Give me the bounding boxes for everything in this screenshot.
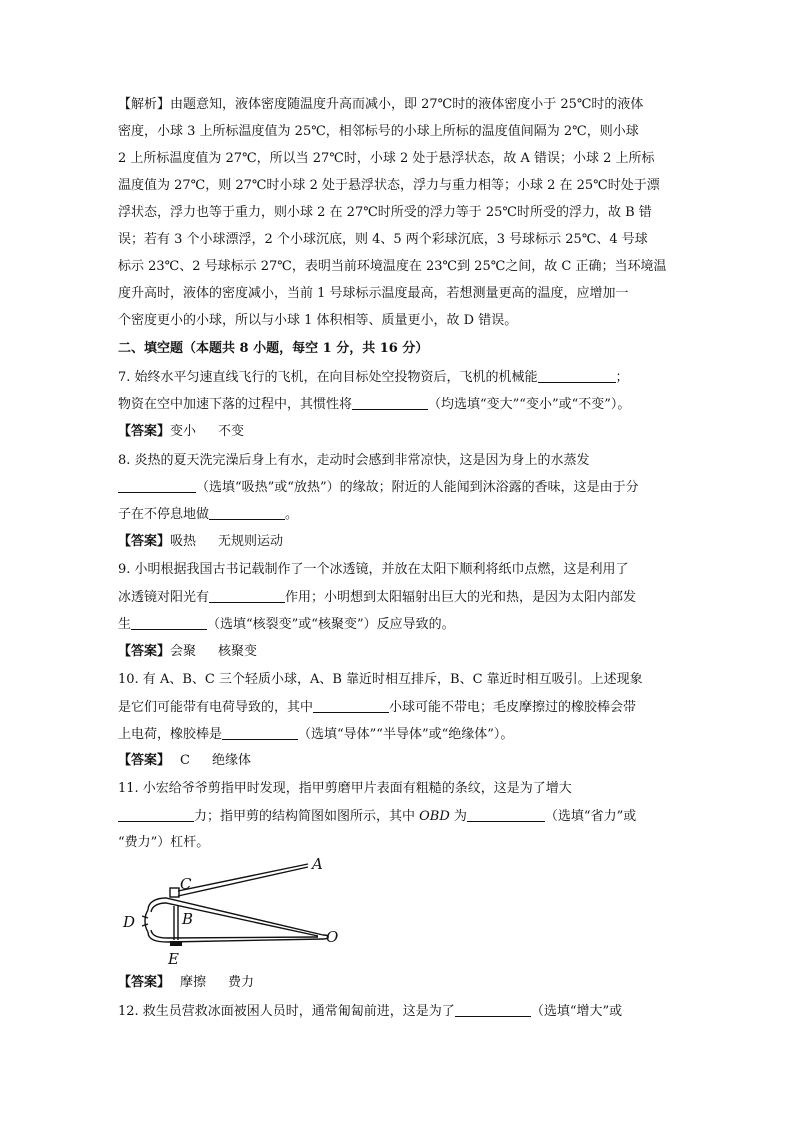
q10-answer-label: 【答案】 [118,753,171,768]
q9-text-3b: （选填“核裂变”或“核聚变”）反应导致的。 [207,617,455,632]
label-o: O [326,928,339,946]
q9-blank-1 [209,588,285,603]
analysis-line-7: 标示 23℃、2 号球标示 27℃，表明当前环境温度在 23℃到 25℃之间，故 C 正确；当环境温 [118,259,667,274]
nail-clipper-svg [118,856,348,966]
analysis-line-6: 误；若有 3 个小球漂浮，2 个小球沉底，则 4、5 两个彩球沉底，3 号球标示 25℃、4 号球 [118,232,648,247]
analysis-line-4: 温度值为 27℃，则 27℃时小球 2 处于悬浮状态，浮力与重力相等；小球 2 在 25℃时处于漂 [118,178,660,193]
analysis-line-2: 密度，小球 3 上所标温度值为 25℃，相邻标号的小球上所标的温度值间隔为 2℃，则小球 [118,124,639,139]
q8-answer-1: 吸热 [170,534,197,549]
q11-text-2d: 为 [449,809,467,824]
q7-answer-2: 不变 [218,424,245,439]
label-c: C [180,875,192,893]
q12-line-1 [118,1002,622,1021]
q7-text-2b: （均选填“变大”“变小”或“不变”）。 [428,397,631,412]
q9-line-1: 9. 小明根据我国古书记载制作了一个冰透镜，并放在太阳下顺利将纸巾点燃，这是利用了 [118,562,629,577]
q8-answer-label: 【答案】 [118,534,171,549]
q8-blank-1 [118,478,196,493]
q8-blank-2 [209,505,285,520]
analysis-line-3: 2 上所标温度值为 27℃，所以当 27℃时，小球 2 处于悬浮状态，故 A 错误；小球 2 上所标 [118,151,655,166]
q12-text-1a: 12. 救生员营救冰面被困人员时，通常匍匐前进，这是为了 [118,1004,455,1019]
q11-blank-2 [467,807,545,822]
q7-answer-1: 变小 [170,424,197,439]
q7-text-2a: 物资在空中加速下落的过程中，其惯性将 [118,397,353,412]
q11-text-2e: （选填“省力”或 [544,809,637,824]
q10-blank-1 [313,698,389,713]
q7-answer [118,423,244,441]
q10-text-3a: 上电荷，橡胶棒是 [118,727,223,742]
q10-answer-2: 绝缘体 [211,753,251,768]
q11-text-2b: 力；指甲剪的结构简图如图所示，其中 [194,809,420,824]
q10-text-2b: 小球可能不带电；毛皮摩擦过的橡胶棒会带 [389,700,637,715]
q10-text-2a: 是它们可能带有电荷导致的，其中 [118,700,314,715]
q8-line-3 [118,505,298,524]
q11-text-obd: OBD [419,809,450,824]
q8-answer [118,533,283,551]
label-b: B [182,910,194,928]
q8-answer-2: 无规则运动 [218,534,284,549]
q9-line-3 [118,615,455,634]
label-e: E [168,950,179,966]
q11-answer-2: 费力 [228,975,255,990]
q10-text-3b: （选填“导体”“半导体”或“绝缘体”）。 [298,727,514,742]
q10-answer [118,752,251,770]
q7-text-1a: 7. 始终水平匀速直线飞行的飞机，在向目标处空投物资后，飞机的机械能 [118,370,538,385]
q11-answer [118,974,254,992]
analysis-line-5: 浮状态，浮力也等于重力，则小球 2 在 27℃时所受的浮力等于 25℃时所受的浮力，故 B 错 [118,205,652,220]
q7-blank-1 [538,368,616,383]
q7-blank-2 [352,395,428,410]
analysis-line-1: 【解析】由题意知，液体密度随温度升高而减小，即 27℃时的液体密度小于 25℃时的液体 [118,97,644,112]
q9-answer-label: 【答案】 [118,644,171,659]
q12-text-1b: （选填“增大”或 [530,1004,623,1019]
q9-line-2 [118,588,636,607]
q8-line-2 [118,478,639,497]
label-d: D [123,913,136,931]
q11-answer-label: 【答案】 [118,975,171,990]
q12-blank-1 [455,1002,531,1017]
analysis-line-8: 度升高时，液体的密度减小，当前 1 号球标示温度最高，若想测量更高的温度，应增加一 [118,286,629,301]
nail-clipper-diagram [118,856,348,966]
q9-text-2a: 冰透镜对阳光有 [118,590,210,605]
q11-answer-1: 摩擦 [180,975,207,990]
q8-line-1: 8. 炎热的夏天洗完澡后身上有水，走动时会感到非常凉快，这是因为身上的水蒸发 [118,453,590,468]
q7-line-1 [118,368,629,387]
q10-line-3 [118,725,513,744]
q9-text-3a: 生 [118,617,132,632]
q11-line-1: 11. 小宏给爷爷剪指甲时发现，指甲剪磨甲片表面有粗糙的条纹，这是为了增大 [118,781,572,796]
q9-answer-1: 会聚 [170,644,197,659]
label-a: A [312,856,323,873]
q10-blank-2 [222,725,298,740]
section-title: 二、填空题（本题共 8 小题，每空 1 分，共 16 分） [118,341,429,356]
q11-line-3: “费力”）杠杆。 [118,835,210,850]
q7-answer-label: 【答案】 [118,424,171,439]
q8-text-3a: 子在不停息地做 [118,507,210,522]
q11-blank-1 [118,807,194,822]
q11-line-2 [118,807,636,826]
pin-e-block [170,941,182,946]
q7-text-1b: ； [615,370,629,385]
q7-line-2 [118,395,630,414]
q9-answer [118,643,257,661]
q9-answer-2: 核聚变 [218,644,258,659]
q8-text-3b: 。 [285,507,299,522]
q10-line-2 [118,698,636,717]
q9-text-2b: 作用；小明想到太阳辐射出巨大的光和热，是因为太阳内部发 [285,590,637,605]
analysis-line-9: 个密度更小的小球，所以与小球 1 体积相等、质量更小，故 D 错误。 [118,313,518,328]
q8-text-2b: （选填“吸热”或“放热”）的缘故；附近的人能闻到沐浴露的香味，这是由于分 [196,480,639,495]
q10-answer-1: C [180,753,190,768]
q10-line-1: 10. 有 A、B、C 三个轻质小球，A、B 靠近时相互排斥，B、C 靠近时相互吸引。上述现象 [118,672,643,687]
q9-blank-2 [131,615,207,630]
